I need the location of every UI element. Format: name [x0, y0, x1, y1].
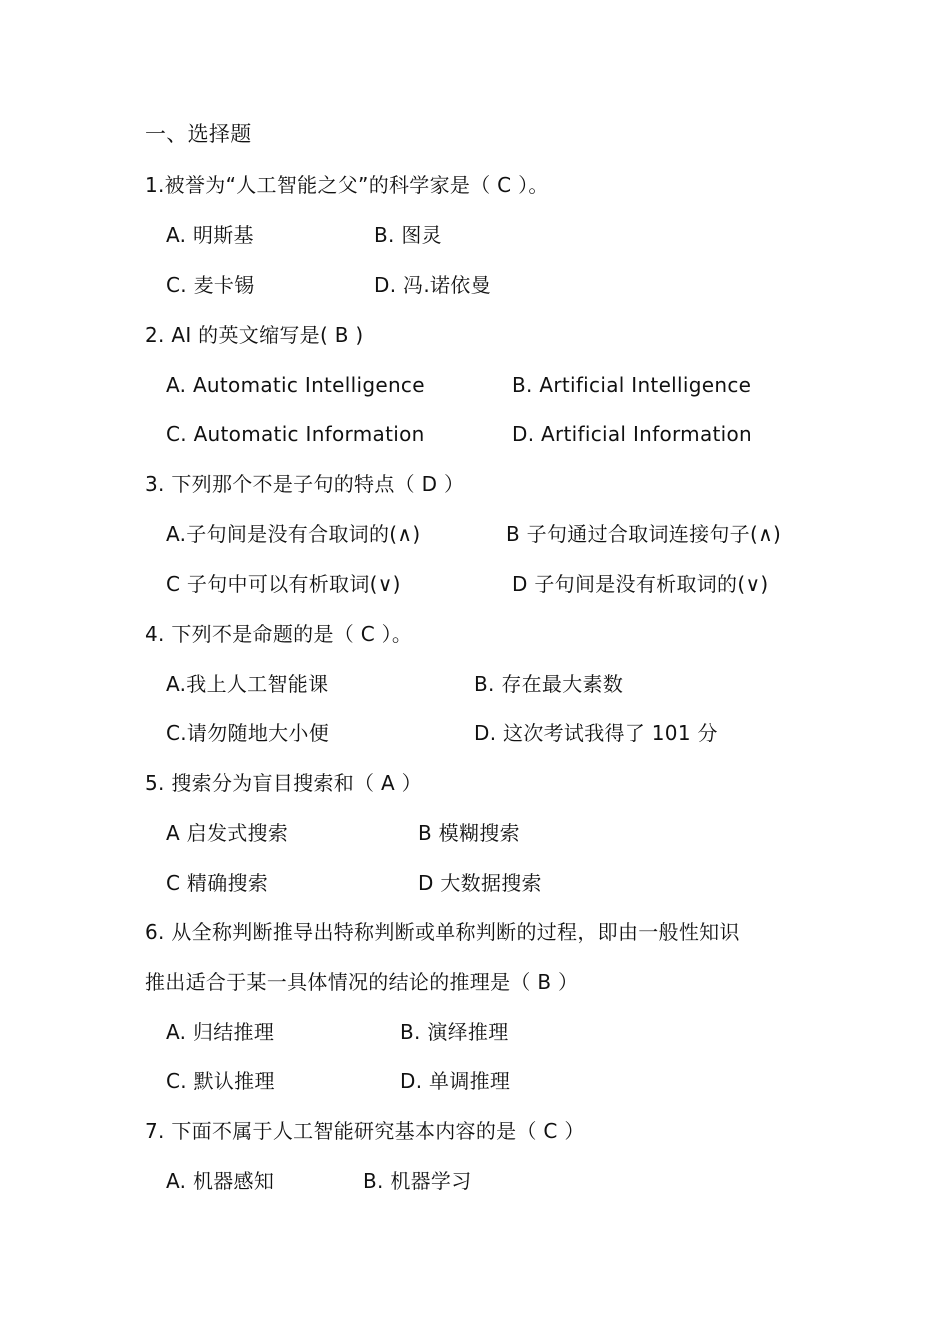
- question-6-option-d: D. 单调推理: [400, 1069, 511, 1093]
- question-2-option-a: A. Automatic Intelligence: [166, 373, 425, 397]
- question-4-option-b: B. 存在最大素数: [474, 672, 624, 696]
- question-2-stem: 2. AI 的英文缩写是( B ): [145, 323, 364, 347]
- question-3-option-d: D 子句间是没有析取词的(∨): [512, 572, 769, 596]
- question-5-option-b: B 模糊搜索: [418, 821, 520, 845]
- question-1-option-c: C. 麦卡锡: [166, 273, 255, 297]
- question-2-option-d: D. Artificial Information: [512, 422, 753, 446]
- question-3-stem: 3. 下列那个不是子句的特点（ D ）: [145, 472, 465, 496]
- question-4-stem: 4. 下列不是命题的是（ C ）。: [145, 622, 413, 646]
- question-1-option-b: B. 图灵: [374, 223, 442, 247]
- question-2-option-b: B. Artificial Intelligence: [512, 373, 752, 397]
- question-6-option-c: C. 默认推理: [166, 1069, 275, 1093]
- question-5-option-d: D 大数据搜索: [418, 871, 542, 895]
- question-1-stem: 1.被誉为“人工智能之父”的科学家是（ C ）。: [145, 173, 549, 197]
- question-3-option-c: C 子句中可以有析取词(∨): [166, 572, 401, 596]
- question-6-option-b: B. 演绎推理: [400, 1020, 509, 1044]
- question-7-stem: 7. 下面不属于人工智能研究基本内容的是（ C ）: [145, 1119, 585, 1143]
- question-1-option-d: D. 冯.诺依曼: [374, 273, 491, 297]
- question-4-option-d: D. 这次考试我得了 101 分: [474, 721, 718, 745]
- question-1-option-a: A. 明斯基: [166, 223, 254, 247]
- question-3-option-a: A.子句间是没有合取词的(∧): [166, 522, 421, 546]
- question-5-stem: 5. 搜索分为盲目搜索和（ A ）: [145, 771, 422, 795]
- section-title: 一、选择题: [145, 122, 252, 146]
- question-3-option-b: B 子句通过合取词连接句子(∧): [506, 522, 782, 546]
- question-7-option-a: A. 机器感知: [166, 1169, 275, 1193]
- question-6-option-a: A. 归结推理: [166, 1020, 275, 1044]
- question-5-option-c: C 精确搜索: [166, 871, 269, 895]
- question-6-stem-line-2: 推出适合于某一具体情况的结论的推理是（ B ）: [145, 970, 579, 994]
- question-4-option-c: C.请勿随地大小便: [166, 721, 330, 745]
- question-4-option-a: A.我上人工智能课: [166, 672, 329, 696]
- question-6-stem-line-1: 6. 从全称判断推导出特称判断或单称判断的过程，即由一般性知识: [145, 920, 740, 944]
- question-2-option-c: C. Automatic Information: [166, 422, 425, 446]
- question-5-option-a: A 启发式搜索: [166, 821, 289, 845]
- question-7-option-b: B. 机器学习: [363, 1169, 472, 1193]
